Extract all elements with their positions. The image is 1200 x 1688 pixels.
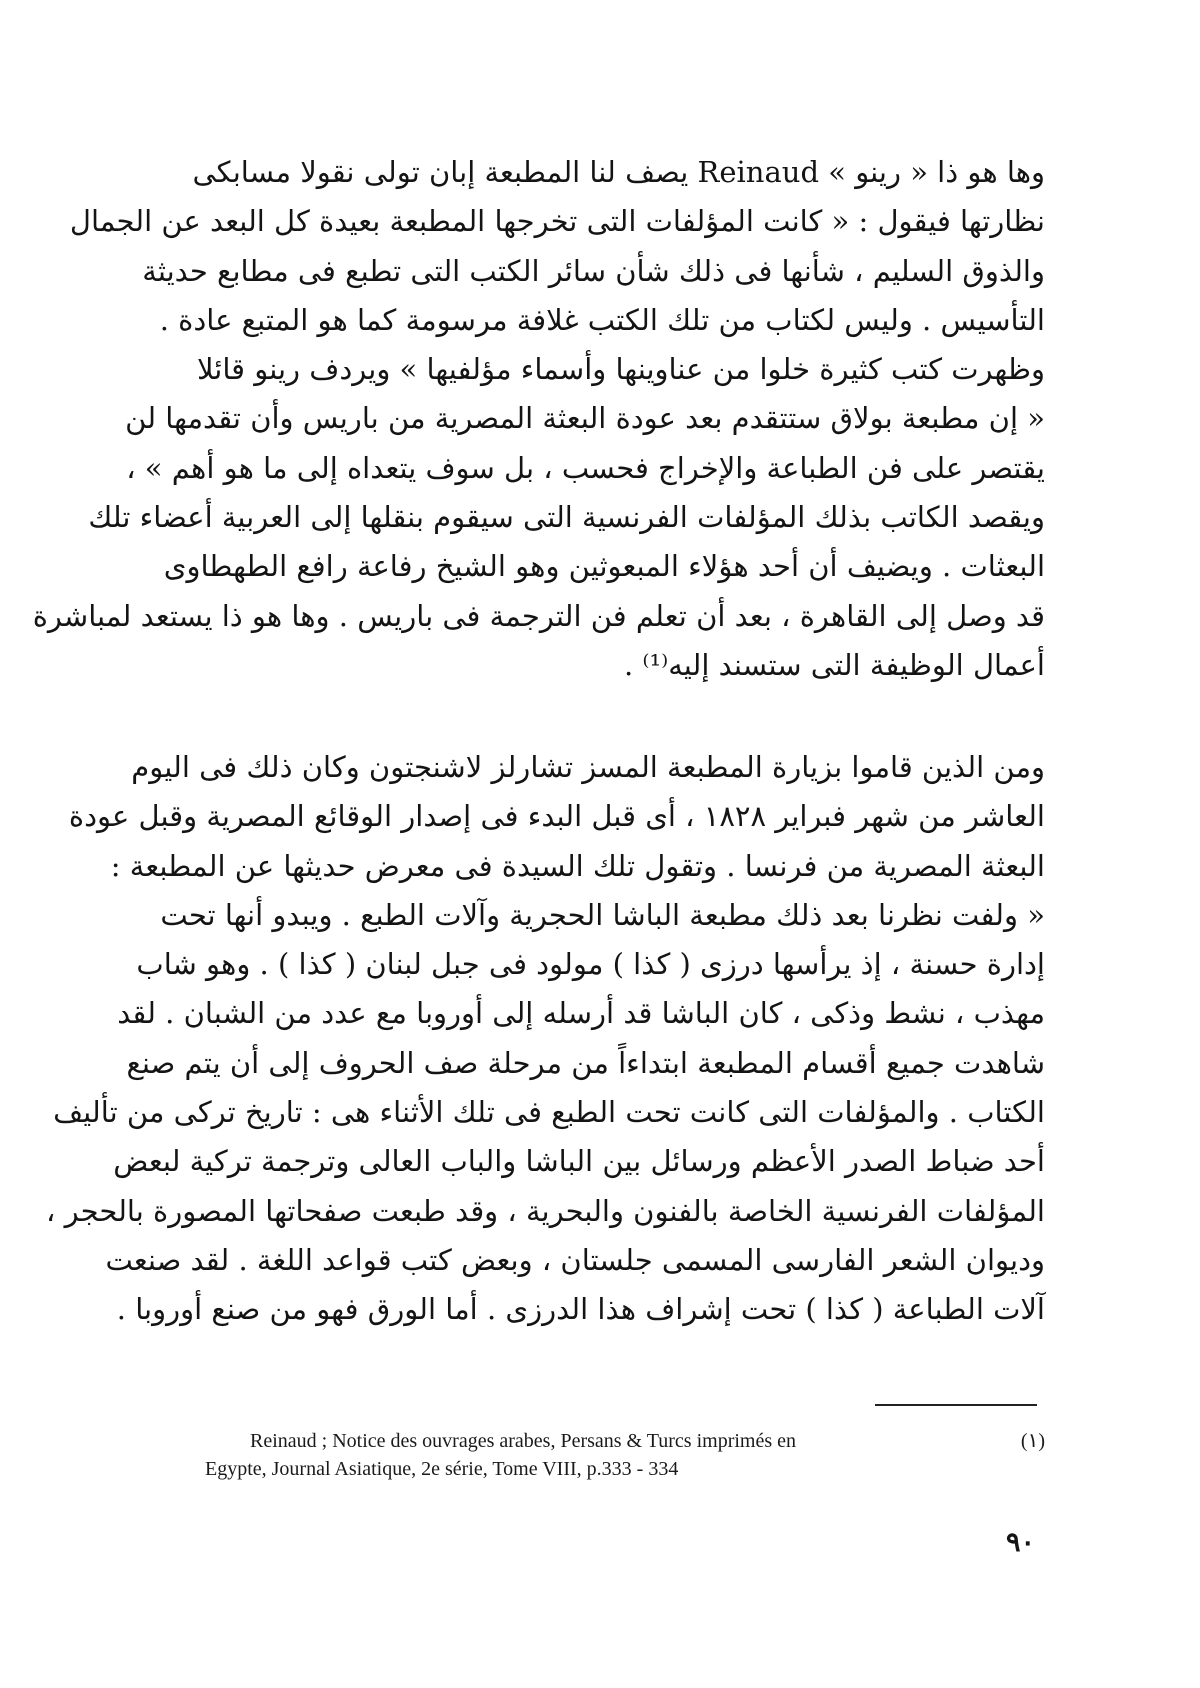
text-line: التأسيس . وليس لكتاب من تلك الكتب غلافة مرسومة كما هو المتبع عادة . <box>159 302 1045 337</box>
text-line: شاهدت جميع أقسام المطبعة ابتداءاً من مرحلة صف الحروف إلى أن يتم صنع <box>126 1045 1045 1080</box>
text-line: يقتصر على فن الطباعة والإخراج فحسب ، بل سوف يتعداه إلى ما هو أهم » ، <box>126 450 1045 485</box>
text-line: « إن مطبعة بولاق ستتقدم بعد عودة البعثة المصرية من باريس وأن تقدمها لن <box>125 401 1045 436</box>
footnote-divider <box>875 1404 1037 1406</box>
text-line: أحد ضباط الصدر الأعظم ورسائل بين الباشا والباب العالى وترجمة تركية لبعض <box>113 1144 1045 1179</box>
footnote <box>205 1427 1045 1483</box>
text-line: البعثات . ويضيف أن أحد هؤلاء المبعوثين وهو الشيخ رفاعة رافع الطهطاوى <box>163 549 1045 584</box>
paragraph-lushington-visit <box>46 743 1045 1335</box>
paragraph-reinaud-quote <box>32 148 1045 690</box>
footnote-line: Egypte, Journal Asiatique, 2e série, Tome VIII, p.333 - 334 <box>205 1458 679 1480</box>
text-line: والذوق السليم ، شأنها فى ذلك شأن سائر الكتب التى تطبع فى مطابع حديثة <box>142 253 1045 288</box>
text-line: ومن الذين قاموا بزيارة المطبعة المسز تشارلز لاشنجتون وكان ذلك فى اليوم <box>131 750 1045 784</box>
text-line: ويقصد الكاتب بذلك المؤلفات الفرنسية التى سيقوم بنقلها إلى العربية أعضاء تلك <box>88 500 1045 535</box>
text-line: « ولفت نظرنا بعد ذلك مطبعة الباشا الحجرية وآلات الطبع . ويبدو أنها تحت <box>160 897 1045 932</box>
text-line: إدارة حسنة ، إذ يرأسها درزى ( كذا ) مولود فى جبل لبنان ( كذا ) . وهو شاب <box>136 947 1045 982</box>
footnote-marker: (١) <box>1020 1430 1045 1452</box>
footnote-line: Reinaud ; Notice des ouvrages arabes, Persans & Turcs imprimés en <box>250 1430 797 1452</box>
text-line: أعمال الوظيفة التى ستسند إليه⁽¹⁾ . <box>623 647 1045 682</box>
text-line: البعثة المصرية من فرنسا . وتقول تلك السيدة فى معرض حديثها عن المطبعة : <box>110 848 1045 883</box>
text-line: آلات الطباعة ( كذا ) تحت إشراف هذا الدرزى . أما الورق فهو من صنع أوروبا . <box>116 1292 1045 1327</box>
text-line: قد وصل إلى القاهرة ، بعد أن تعلم فن الترجمة فى باريس . وها هو ذا يستعد لمباشرة <box>32 598 1045 633</box>
text-line: وديوان الشعر الفارسى المسمى جلستان ، وبعض كتب قواعد اللغة . لقد صنعت <box>105 1242 1045 1277</box>
text-line: المؤلفات الفرنسية الخاصة بالفنون والبحرية ، وقد طبعت صفحاتها المصورة بالحجر ، <box>46 1193 1045 1228</box>
text-line: وها هو ذا « رينو » Reinaud يصف لنا المطبعة إبان تولى نقولا مسابكى <box>192 155 1045 189</box>
text-line: العاشر من شهر فبراير ١٨٢٨ ، أى قبل البدء فى إصدار الوقائع المصرية وقبل عودة <box>68 799 1045 834</box>
text-line: وظهرت كتب كثيرة خلوا من عناوينها وأسماء مؤلفيها » ويردف رينو قائلا <box>196 352 1045 387</box>
text-line: نظارتها فيقول : « كانت المؤلفات التى تخرجها المطبعة بعيدة كل البعد عن الجمال <box>69 204 1045 239</box>
page-number: ٩٠ <box>1005 1527 1035 1558</box>
text-line: مهذب ، نشط وذكى ، كان الباشا قد أرسله إلى أوروبا مع عدد من الشبان . لقد <box>117 996 1045 1031</box>
text-line: الكتاب . والمؤلفات التى كانت تحت الطبع فى تلك الأثناء هى : تاريخ تركى من تأليف <box>53 1095 1045 1130</box>
